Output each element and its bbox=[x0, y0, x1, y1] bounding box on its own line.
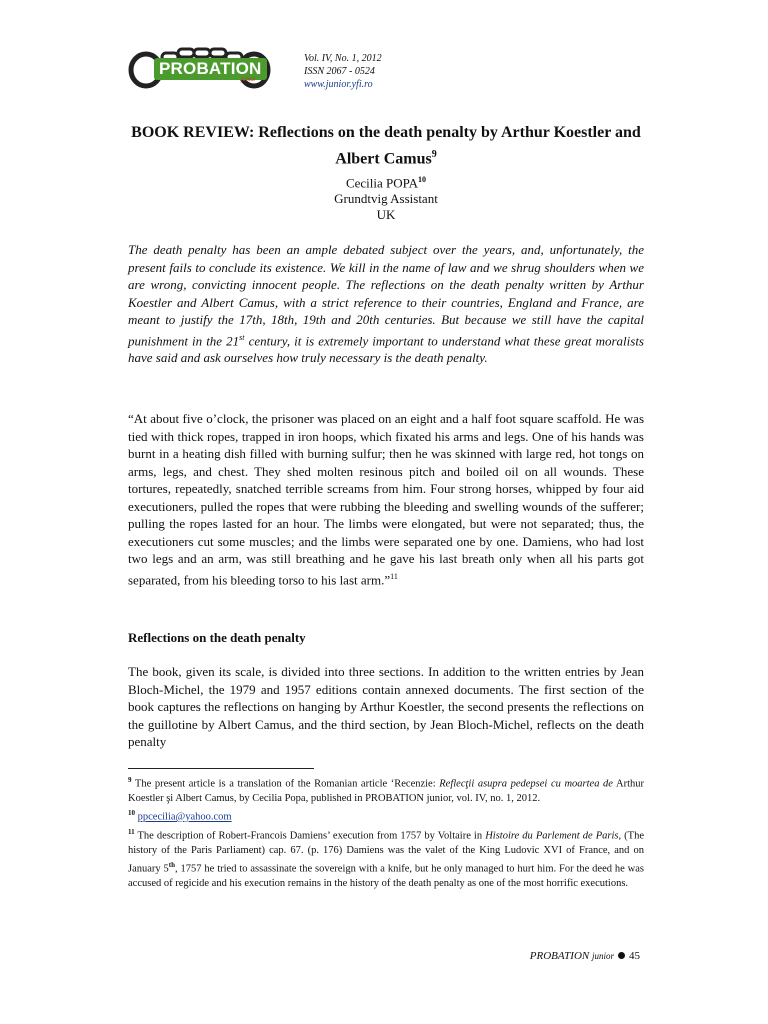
body-paragraph: The book, given its scale, is divided into three sections. In addition to the written entries by Jean Bloch-Michel, the 1979 and 1957 editions contain annexed documents. The first section of the book captures the reflections on hanging by Arthur Koestler, the second presents the reflections on the guillotine by Albert Camus, and the third section, by Jean Bloch-Michel, reflects on the death penalty bbox=[128, 664, 644, 749]
title-text: BOOK REVIEW: Reflections on the death penalty by Arthur Koestler and Albert Camus bbox=[131, 124, 641, 168]
abstract-superscript: st bbox=[239, 332, 245, 342]
abstract bbox=[128, 241, 644, 367]
footnote-number: 9 bbox=[128, 776, 132, 784]
journal-meta bbox=[304, 52, 382, 91]
logo-subtitle: junior bbox=[241, 77, 256, 83]
footnote-number: 10 bbox=[128, 809, 135, 818]
footnote-text: Arthur Koestler şi Albert Camus, by Cecilia Popa, published in PROBATION junior, vol. IV, no. 1, 2012. bbox=[128, 778, 644, 804]
footer-journal-sub: junior bbox=[591, 951, 614, 961]
issn: ISSN 2067 - 0524 bbox=[304, 66, 375, 77]
author-block bbox=[128, 172, 644, 223]
footnote-text: , 1757 he tried to assassinate the sovereign with a knife, but he only managed to hurt him. For the deed he was accused of regicide and his execution remains in the history of the death penalty as one of the most horrific executions. bbox=[128, 863, 644, 889]
bullet-icon bbox=[618, 952, 625, 959]
footnote-superscript: th bbox=[168, 860, 176, 869]
footnote-text: The description of Robert-Francois Damiens’ execution from 1757 by Voltaire in bbox=[134, 830, 486, 842]
quote-footnote-ref[interactable]: 11 bbox=[390, 571, 398, 581]
footnote-italic-text: Reflecţii asupra pedepsei cu moartea de bbox=[439, 778, 613, 790]
author-country: UK bbox=[376, 207, 396, 223]
footnote-italic-text: Histoire du Parlement de Paris bbox=[485, 830, 619, 842]
author-role: Grundtvig Assistant bbox=[334, 191, 438, 207]
footnote-number: 11 bbox=[128, 827, 135, 836]
author-footnote-ref[interactable]: 10 bbox=[418, 175, 427, 184]
author-name: Cecilia POPA bbox=[345, 175, 419, 191]
probation-junior-logo bbox=[128, 44, 296, 94]
page-footer bbox=[530, 950, 640, 962]
abstract-text-2: century, it is extremely important to understand what these great moralists have said and ask ourselves how truly necessary is the death penalty. bbox=[128, 332, 644, 366]
page-number: 45 bbox=[629, 950, 640, 962]
quote-text: “At about five o’clock, the prisoner was placed on an eight and a half foot square scaffold. He was tied with thick ropes, trapped in iron hoops, which fixated his arms and legs. One of his hands was burnt in a heating dish filled with burning sulfur; then he was skinned with large red, hot tongs on arms, legs, and chest. They shed molten resinous pitch and boiled oil on all wounds. These tortures, repeatedly, snatched terrible screams from him. Four strong horses, whipped by four aid executioners, pulled the ropes that were rubbing the bleeding and swelling wounds of the sufferer; pulling the ropes lasted for an hour. The limbs were elongated, but were not separated; thus, the executioners cut some muscles; and the limbs were separated one by one. Damiens, who had lost two legs and an arm, was still breathing and he gave his last breath only when all his parts got separated, from his bleeding torso to his last arm.” bbox=[128, 411, 644, 587]
logo-wordmark: PROBATION bbox=[154, 58, 267, 80]
journal-url[interactable]: www.junior.yfi.ro bbox=[304, 79, 373, 90]
opening-quote bbox=[128, 410, 644, 588]
title-footnote-ref[interactable]: 9 bbox=[431, 149, 437, 160]
article-title bbox=[128, 122, 644, 170]
footer-journal: PROBATION bbox=[529, 950, 590, 962]
author-email-link[interactable]: ppcecilia@yahoo.com bbox=[137, 811, 232, 823]
footnote-9 bbox=[128, 773, 644, 806]
footnote-11 bbox=[128, 825, 644, 891]
journal-header bbox=[128, 44, 428, 94]
abstract-text-1: The death penalty has been an ample debated subject over the years, and, unfortunately, the present fails to conclude its existence. We kill in the name of law and we shrug shoulders when we are wrong, convicting innocent people. The reflections on the death penalty written by Arthur Koestler and Albert Camus, with a strict reference to their countries, England and France, are meant to justify the 17th, 18th, 19th and 20th centuries. But because we still have the capital punishment in the 21 bbox=[128, 242, 644, 348]
footnote-text: The present article is a translation of the Romanian article ‘Recenzie: bbox=[131, 778, 440, 790]
volume-info: Vol. IV, No. 1, 2012 bbox=[304, 53, 382, 64]
footnotes bbox=[128, 773, 644, 891]
section-heading: Reflections on the death penalty bbox=[128, 630, 306, 645]
footnote-divider bbox=[128, 768, 314, 769]
footnote-10 bbox=[128, 806, 644, 825]
footnote-text: , (The history of the Paris Parliament) cap. 67. (p. 176) Damiens was the valet of the King Ludovic XVI of France, and on January 5 bbox=[128, 830, 644, 875]
